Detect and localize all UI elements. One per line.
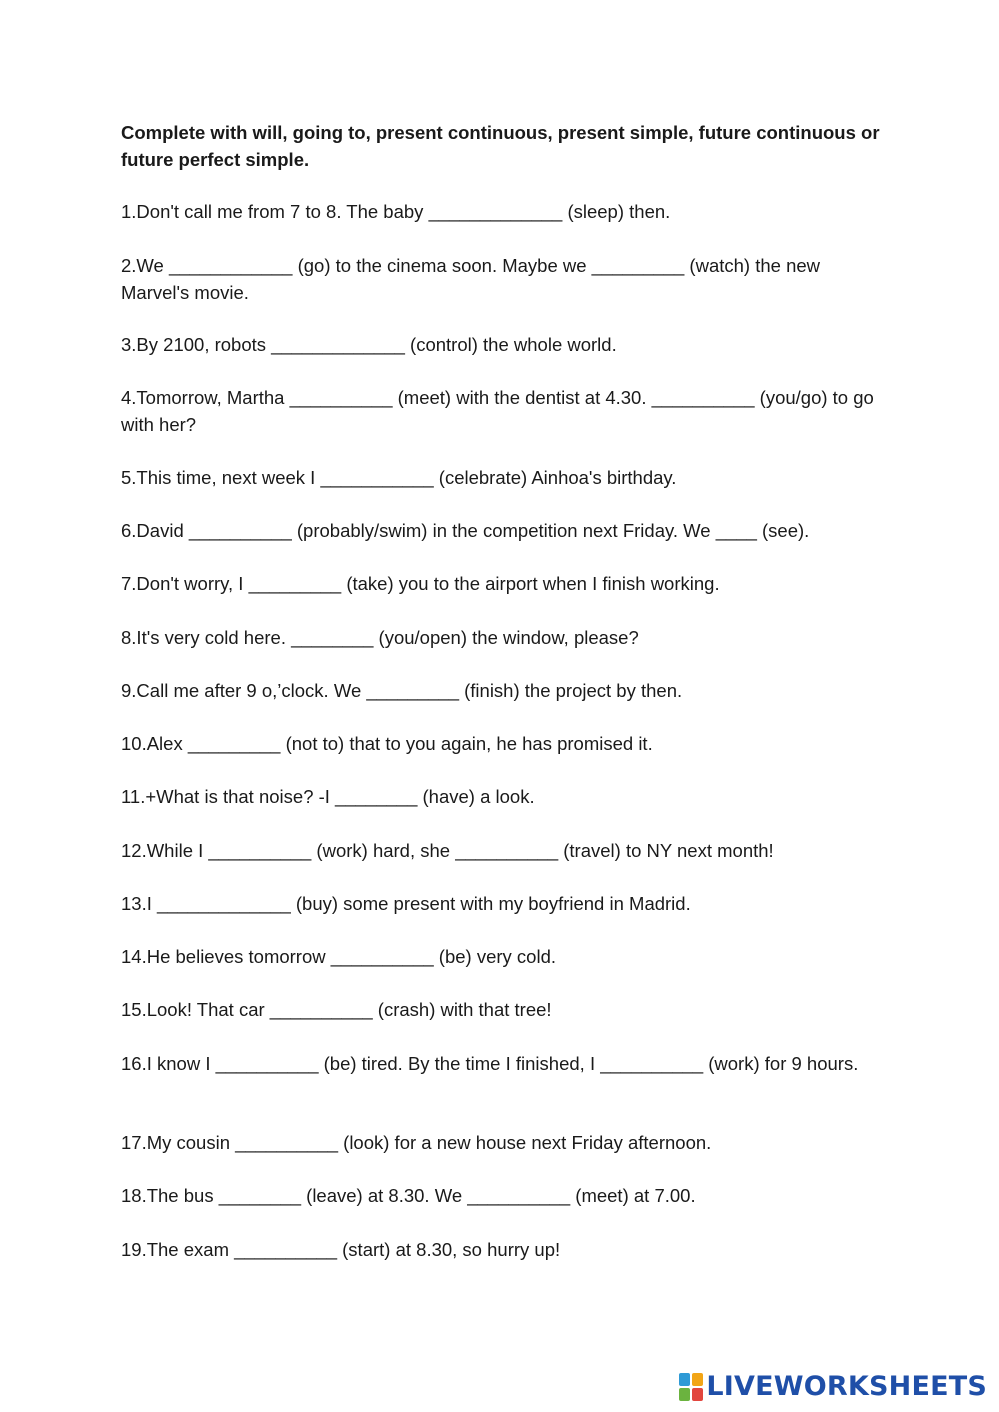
question-12: 12.While I __________ (work) hard, she __________ (travel) to NY next month! (121, 840, 774, 861)
question-10: 10.Alex _________ (not to) that to you again, he has promised it. (121, 733, 653, 754)
question-19: 19.The exam __________ (start) at 8.30, so hurry up! (121, 1239, 561, 1260)
question-1: 1.Don't call me from 7 to 8. The baby _____________ (sleep) then. (121, 201, 671, 222)
question-3: 3.By 2100, robots _____________ (control) the whole world. (121, 334, 617, 355)
question-17: 17.My cousin __________ (look) for a new house next Friday afternoon. (121, 1132, 712, 1153)
question-5: 5.This time, next week I ___________ (celebrate) Ainhoa's birthday. (121, 467, 677, 488)
liveworksheets-logo (678, 1370, 987, 1404)
question-16: 16.I know I __________ (be) tired. By the time I finished, I __________ (work) for 9 hours. (121, 1053, 859, 1074)
logo-text: LIVEWORKSHEETS (706, 1371, 987, 1402)
question-6: 6.David __________ (probably/swim) in the competition next Friday. We ____ (see). (121, 520, 810, 541)
question-7: 7.Don't worry, I _________ (take) you to the airport when I finish working. (121, 573, 720, 594)
question-18: 18.The bus ________ (leave) at 8.30. We __________ (meet) at 7.00. (121, 1185, 696, 1206)
liveworksheets-logo-icon (678, 1372, 704, 1402)
question-4: 4.Tomorrow, Martha __________ (meet) with the dentist at 4.30. __________ (you/go) to go with her? (121, 387, 874, 435)
question-13: 13.I _____________ (buy) some present with my boyfriend in Madrid. (121, 893, 691, 914)
instructions-heading: Complete with will, going to, present continuous, present simple, future continuous or future perfect simple. (121, 122, 880, 170)
question-15: 15.Look! That car __________ (crash) with that tree! (121, 999, 552, 1020)
question-2: 2.We ____________ (go) to the cinema soon. Maybe we _________ (watch) the new Marvel's movie. (121, 255, 821, 303)
question-9: 9.Call me after 9 o,’clock. We _________ (finish) the project by then. (121, 680, 683, 701)
question-8: 8.It's very cold here. ________ (you/open) the window, please? (121, 627, 639, 648)
question-11: 11.+What is that noise? -I ________ (have) a look. (121, 786, 535, 807)
question-14: 14.He believes tomorrow __________ (be) very cold. (121, 946, 556, 967)
